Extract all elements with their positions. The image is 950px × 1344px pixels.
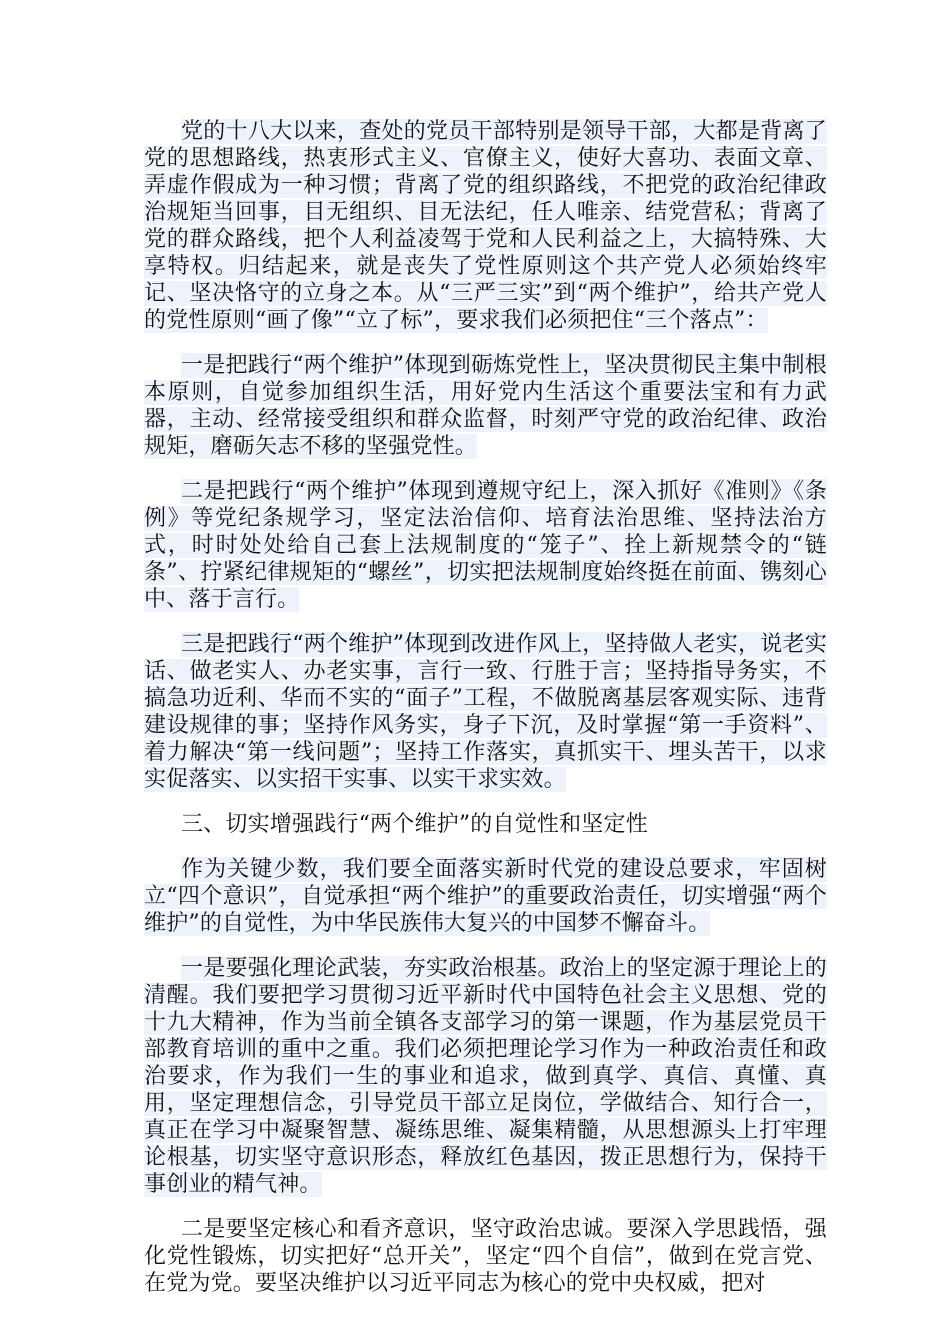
section-heading-three-text: 三、切实增强践行“两个维护”的自觉性和坚定性 [181, 812, 648, 837]
paragraph-theory [144, 955, 827, 1198]
paragraph-point-three [144, 631, 827, 793]
paragraph-intro [144, 118, 827, 334]
paragraph-loyalty [144, 1216, 827, 1297]
paragraph-point-two [144, 478, 827, 613]
paragraph-point-three-text: 三是把践行“两个维护”体现到改进作风上，坚持做人老实，说老实话、做老实人、办老实事，言行一致、行胜于言；坚持指导务实，不搞急功近利、华而不实的“面子”工程，不做脱离基层客观实际、违背建设规律的事；坚持作风务实，身子下沉，及时掌握“第一手资料”、着力解决“第一线问题”；坚持工作落实，真抓实干、埋头苦干，以求实促落实、以实招干实事、以实干求实效。 [144, 632, 827, 792]
paragraph-section-intro [144, 856, 827, 937]
paragraph-intro-text: 党的十八大以来，查处的党员干部特别是领导干部，大都是背离了党的思想路线，热衷形式主义、官僚主义，使好大喜功、表面文章、弄虚作假成为一种习惯；背离了党的组织路线，不把党的政治纪律政治规矩当回事，目无组织、目无法纪，任人唯亲、结党营私；背离了党的群众路线，把个人利益凌驾于党和人民利益之上，大搞特殊、大享特权。归结起来，就是丧失了党性原则这个共产党人必须始终牢记、坚决恪守的立身之本。从“三严三实”到“两个维护”，给共产党人的党性原则“画了像”“立了标”，要求我们必须把住“三个落点”： [144, 119, 827, 333]
section-heading-three [144, 811, 827, 838]
paragraph-section-intro-text: 作为关键少数，我们要全面落实新时代党的建设总要求，牢固树立“四个意识”，自觉承担“两个维护”的重要政治责任，切实增强“两个维护”的自觉性，为中华民族伟大复兴的中国梦不懈奋斗。 [144, 857, 827, 936]
paragraph-theory-text: 一是要强化理论武装，夯实政治根基。政治上的坚定源于理论上的清醒。我们要把学习贯彻习近平新时代中国特色社会主义思想、党的十九大精神，作为当前全镇各支部学习的第一课题，作为基层党员干部教育培训的重中之重。我们必须把理论学习作为一种政治责任和政治要求，作为我们一生的事业和追求，做到真学、真信、真懂、真用，坚定理想信念，引导党员干部立足岗位，学做结合、知行合一，真正在学习中凝聚智慧、凝练思维、凝集精髓，从思想源头上打牢理论根基，切实坚守意识形态，释放红色基因，拨正思想行为，保持干事创业的精气神。 [144, 956, 827, 1197]
paragraph-loyalty-text: 二是要坚定核心和看齐意识，坚守政治忠诚。要深入学思践悟，强化党性锻炼，切实把好“总开关”，坚定“四个自信”，做到在党言党、在党为党。要坚决维护以习近平同志为核心的党中央权威，把对 [144, 1217, 827, 1296]
paragraph-point-two-text: 二是把践行“两个维护”体现到遵规守纪上，深入抓好《准则》《条例》等党纪条规学习，坚定法治信仰、培育法治思维、坚持法治方式，时时处处给自己套上法规制度的“笼子”、拴上新规禁令的“链条”、拧紧纪律规矩的“螺丝”，切实把法规制度始终挺在前面、镌刻心中、落于言行。 [144, 479, 827, 612]
document-body [144, 118, 827, 1315]
paragraph-point-one [144, 352, 827, 460]
paragraph-point-one-text: 一是把践行“两个维护”体现到砺炼党性上，坚决贯彻民主集中制根本原则，自觉参加组织生活，用好党内生活这个重要法宝和有力武器，主动、经常接受组织和群众监督，时刻严守党的政治纪律、政治规矩，磨砺矢志不移的坚强党性。 [144, 353, 827, 459]
